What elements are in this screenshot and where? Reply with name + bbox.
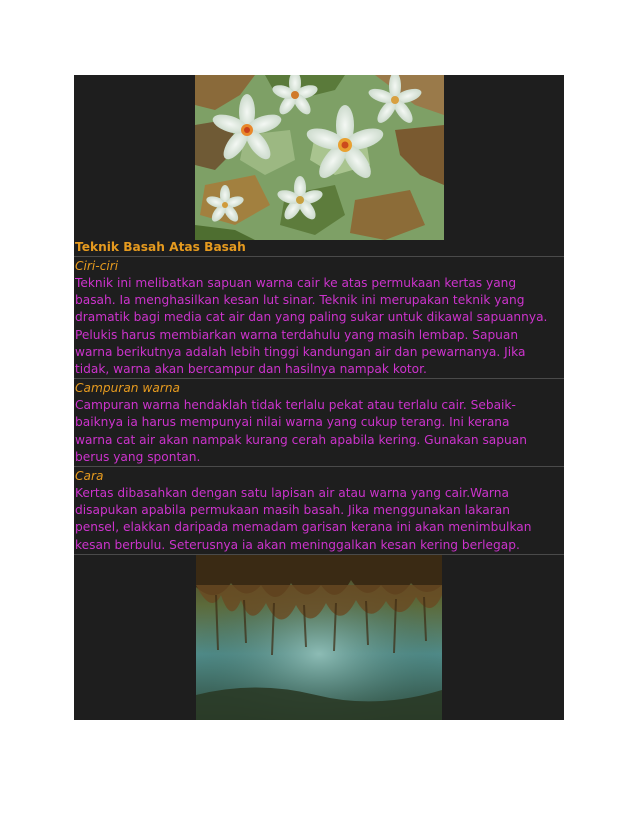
text-line: pensel, elakkan daripada memadam garisan kerana ini akan menimbulkan (75, 520, 532, 535)
text-line: kesan berbulu. Seterusnya ia akan meninggalkan kesan kering berlegap. (75, 537, 520, 552)
section-heading: Ciri-ciri (75, 259, 119, 273)
text-line: warna berikutnya adalah lebih tinggi kandungan air dan pewarnanya. Jika (75, 344, 526, 359)
article-panel (74, 75, 564, 720)
section-heading: Cara (75, 469, 104, 484)
text-line: dramatik bagi media cat air dan yang paling sukar untuk dikawal sapuannya. (75, 310, 548, 325)
section-cara (74, 467, 564, 555)
article-content (74, 239, 564, 555)
text-line: warna cat air akan nampak kurang cerah apabila kering. Gunakan sapuan (75, 432, 527, 447)
section-body (75, 397, 564, 466)
article-title: Teknik Basah Atas Basah (74, 239, 564, 257)
wet-on-wet-painting-image (196, 555, 442, 720)
text-line: berus yang spontan. (75, 449, 201, 464)
section-body (75, 275, 564, 378)
text-line: disapukan apabila permukaan masih basah. Jika menggunakan lakaran (75, 503, 510, 518)
text-line: tidak, warna akan bercampur dan hasilnya nampak kotor. (75, 362, 427, 377)
section-ciri-ciri (74, 257, 564, 379)
text-line: Pelukis harus membiarkan warna terdahulu yang masih lembap. Sapuan (75, 327, 519, 342)
text-line: basah. Ia menghasilkan kesan lut sinar. Teknik ini merupakan teknik yang (75, 293, 525, 308)
section-campuran-warna (74, 379, 564, 467)
text-line: Kertas dibasahkan dengan satu lapisan air atau warna yang cair.Warna (75, 486, 509, 501)
text-line: Campuran warna hendaklah tidak terlalu pekat atau terlalu cair. Sebaik- (75, 398, 516, 413)
flowers-painting-image (195, 75, 444, 240)
text-line: baiknya ia harus mempunyai nilai warna yang cukup terang. Ini kerana (75, 415, 510, 430)
section-heading: Campuran warna (75, 381, 181, 396)
text-line: Teknik ini melibatkan sapuan warna cair ke atas permukaan kertas yang (75, 276, 517, 290)
section-body (75, 485, 564, 554)
